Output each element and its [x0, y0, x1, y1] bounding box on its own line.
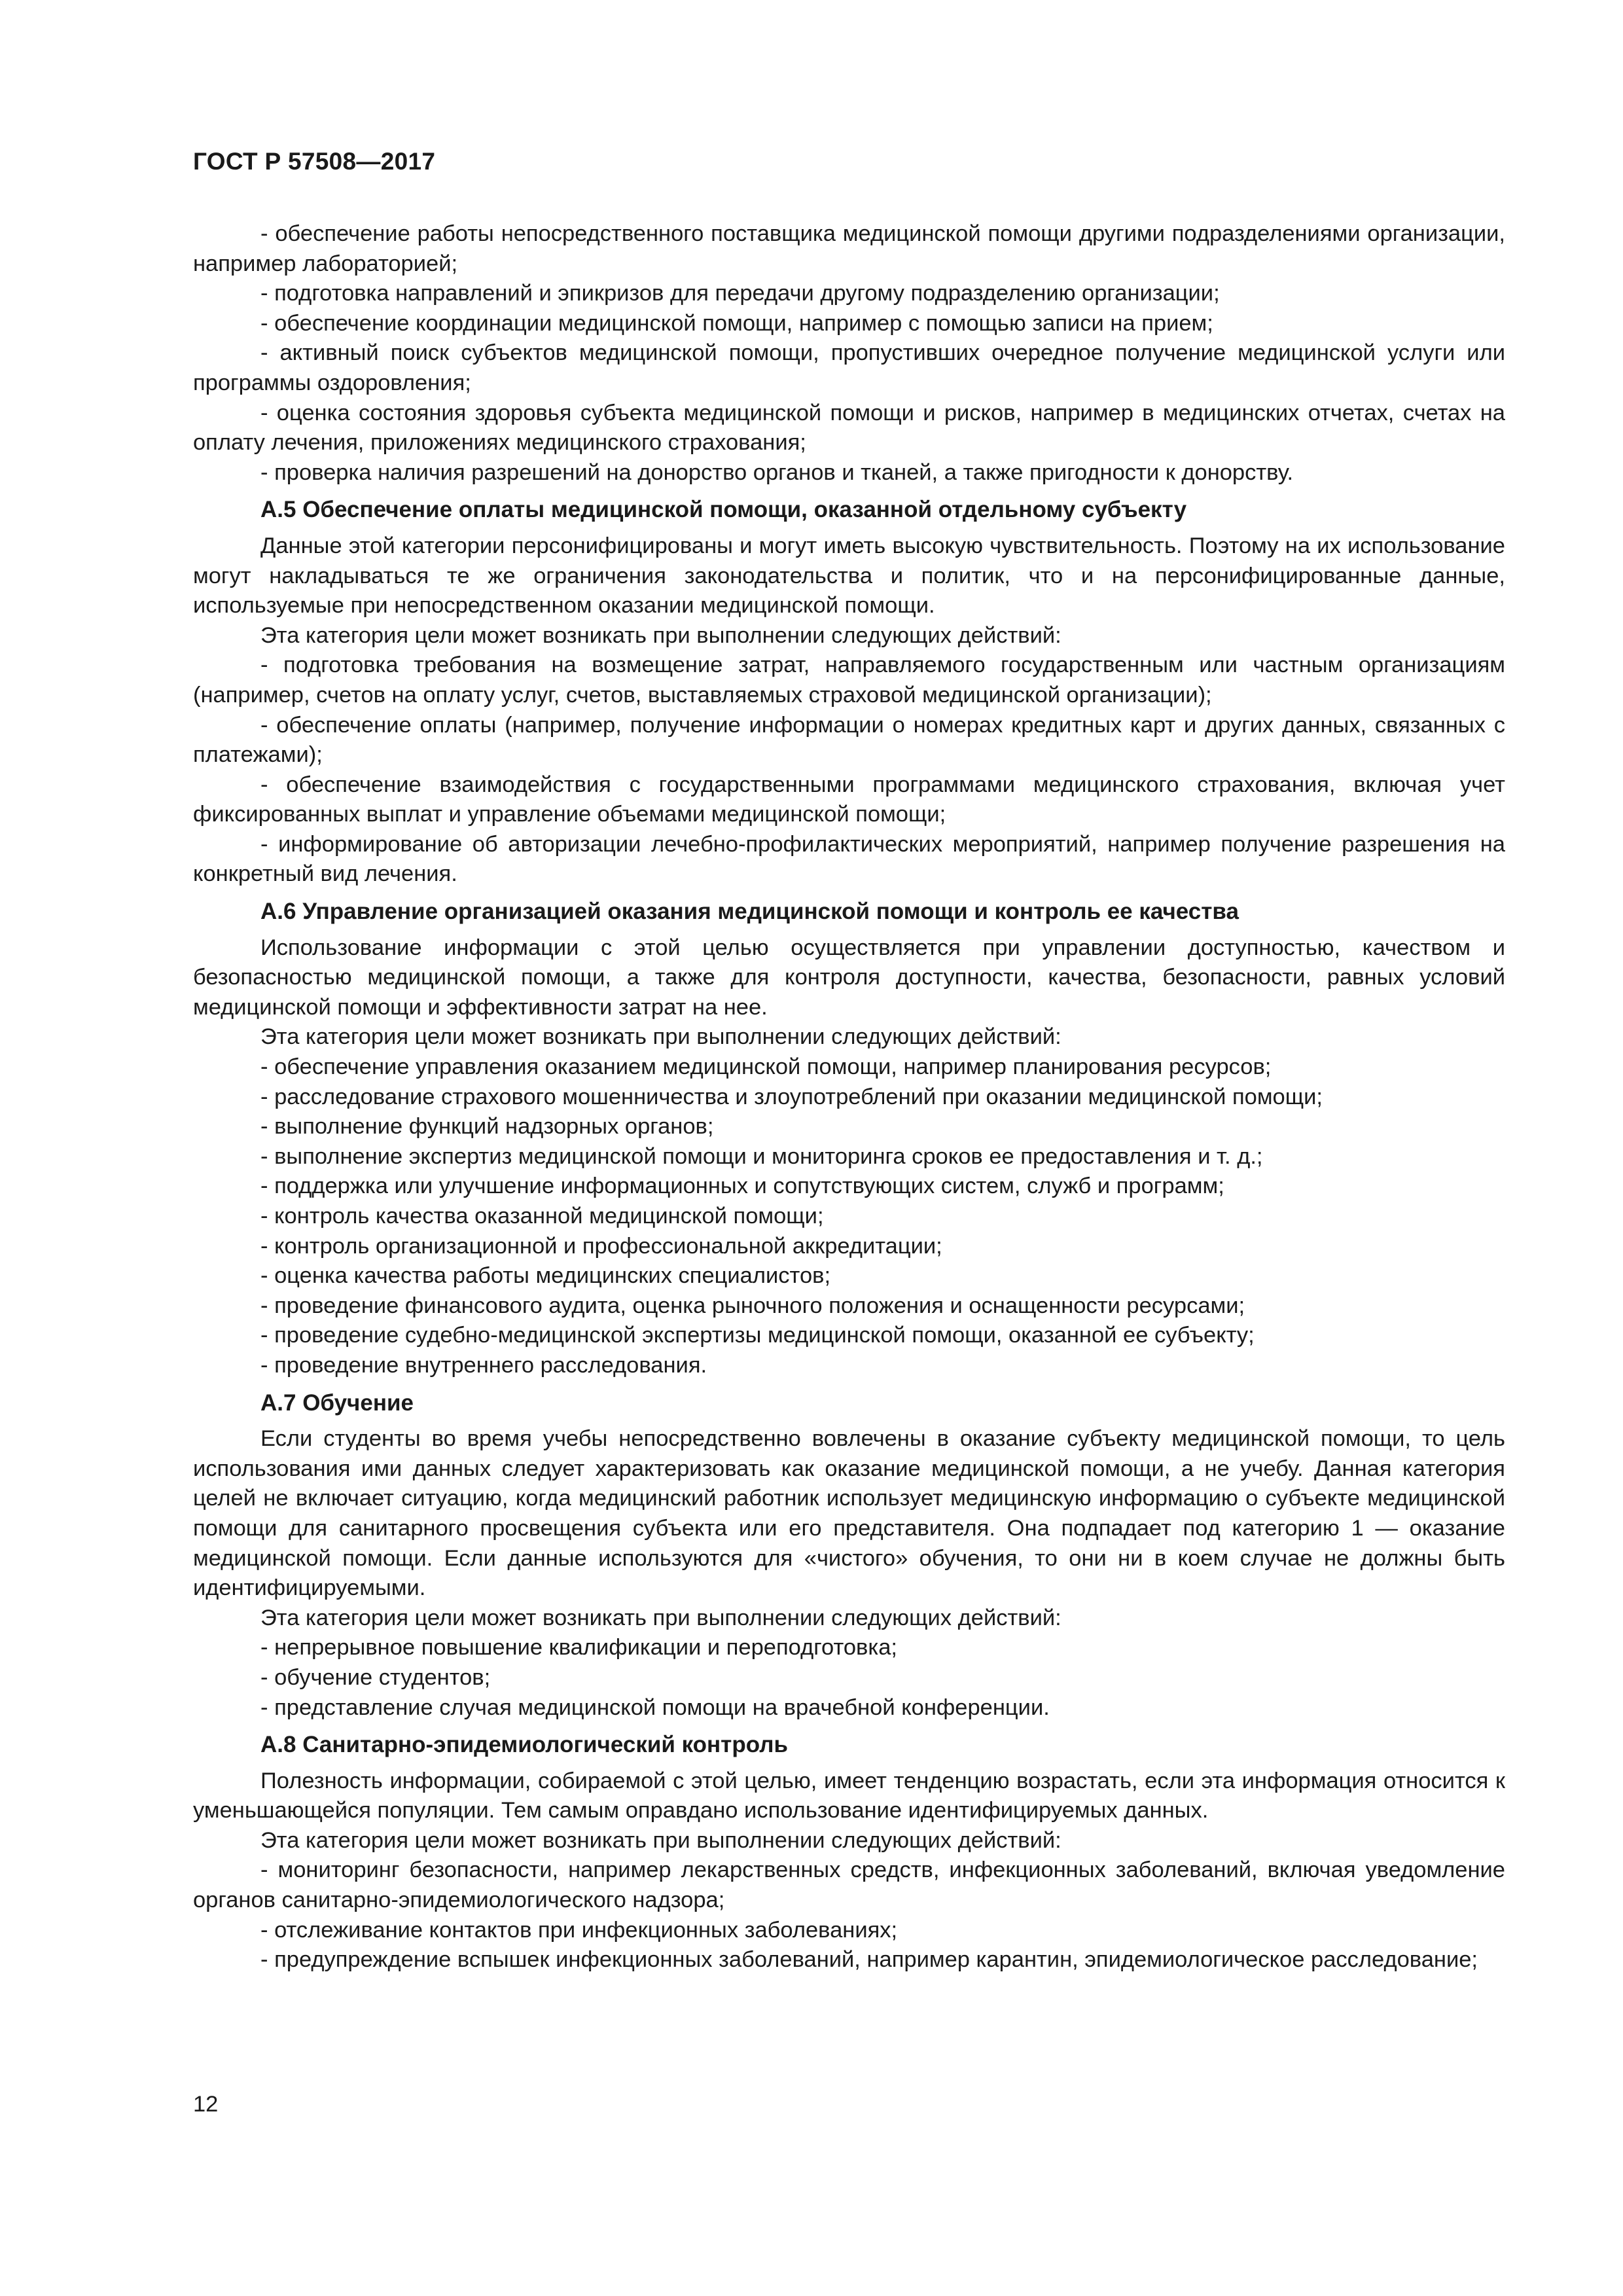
- list-item: - обеспечение оплаты (например, получение информации о номерах кредитных карт и других данных, связанных с платежами);: [193, 712, 1505, 768]
- list-item: - контроль качества оказанной медицинской помощи;: [260, 1204, 824, 1229]
- paragraph: Полезность информации, собираемой с этой целью, имеет тенденцию возрастать, если эта информация относится к уменьшающейся популяции. Тем самым оправдано использование идентифицируемых данных.: [193, 1768, 1505, 1823]
- paragraph: Эта категория цели может возникать при выполнении следующих действий:: [260, 1605, 1061, 1630]
- section-heading-a5: А.5 Обеспечение оплаты медицинской помощи, оказанной отдельному субъекту: [260, 497, 1187, 523]
- list-item: - подготовка направлений и эпикризов для передачи другому подразделению организации;: [260, 281, 1220, 306]
- list-item: - подготовка требования на возмещение затрат, направляемого государственным или частным организациям (например, счетов на оплату услуг, счетов, выставляемых страховой медицинской организации);: [193, 653, 1505, 708]
- list-item: - проведение финансового аудита, оценка рыночного положения и оснащенности ресурсами;: [260, 1293, 1245, 1318]
- document-header-title: ГОСТ Р 57508—2017: [193, 148, 436, 175]
- list-item: - представление случая медицинской помощи на врачебной конференции.: [260, 1695, 1050, 1720]
- paragraph: Эта категория цели может возникать при выполнении следующих действий:: [260, 622, 1061, 648]
- list-item: - оценка состояния здоровья субъекта медицинской помощи и рисков, например в медицинских отчетах, счетах на оплату лечения, приложениях медицинского страхования;: [193, 400, 1505, 456]
- list-item: - контроль организационной и профессиональной аккредитации;: [260, 1233, 942, 1259]
- list-item: - проведение судебно-медицинской экспертизы медицинской помощи, оказанной ее субъекту;: [260, 1323, 1255, 1348]
- list-item: - активный поиск субъектов медицинской помощи, пропустивших очередное получение медицинской услуги или программы оздоровления;: [193, 340, 1505, 395]
- page-number: 12: [193, 2092, 219, 2117]
- section-heading-a6: А.6 Управление организацией оказания медицинской помощи и контроль ее качества: [260, 899, 1239, 925]
- list-item: - расследование страхового мошенничества и злоупотреблений при оказании медицинской помощи;: [260, 1084, 1323, 1109]
- list-item: - непрерывное повышение квалификации и переподготовка;: [260, 1635, 898, 1660]
- paragraph: Эта категория цели может возникать при выполнении следующих действий:: [260, 1827, 1061, 1853]
- list-item: - обеспечение работы непосредственного поставщика медицинской помощи другими подразделениями организации, например лабораторией;: [193, 221, 1505, 276]
- list-item: - выполнение экспертиз медицинской помощи и мониторинга сроков ее предоставления и т. д.;: [260, 1143, 1263, 1169]
- list-item: - поддержка или улучшение информационных и сопутствующих систем, служб и программ;: [260, 1174, 1224, 1199]
- document-body: [193, 219, 1505, 1975]
- list-item: - обучение студентов;: [260, 1664, 491, 1690]
- list-item: - обеспечение координации медицинской помощи, например с помощью записи на прием;: [260, 310, 1213, 336]
- list-item: - оценка качества работы медицинских специалистов;: [260, 1263, 831, 1289]
- list-item: - мониторинг безопасности, например лекарственных средств, инфекционных заболеваний, включая уведомление органов санитарно-эпидемиологического надзора;: [193, 1857, 1505, 1913]
- list-item: - проверка наличия разрешений на донорство органов и тканей, а также пригодности к донорству.: [260, 459, 1294, 485]
- section-heading-a8: А.8 Санитарно-эпидемиологический контроль: [260, 1732, 788, 1758]
- paragraph: Данные этой категории персонифицированы и могут иметь высокую чувствительность. Поэтому на их использование могут накладываться те же ограничения законодательства и политик, что и на персонифицированные данные, используемые при непосредственном оказании медицинской помощи.: [193, 533, 1505, 619]
- list-item: - обеспечение управления оказанием медицинской помощи, например планирования ресурсов;: [260, 1054, 1272, 1080]
- section-heading-a7: А.7 Обучение: [260, 1390, 414, 1416]
- list-item: - обеспечение взаимодействия с государственными программами медицинского страхования, включая учет фиксированных выплат и управление объемами медицинской помощи;: [193, 772, 1505, 827]
- list-item: - выполнение функций надзорных органов;: [260, 1114, 714, 1139]
- list-item: - предупреждение вспышек инфекционных заболеваний, например карантин, эпидемиологическое расследование;: [260, 1947, 1478, 1973]
- paragraph: Если студенты во время учебы непосредственно вовлечены в оказание субъекту медицинской помощи, то цель использования ими данных следует характеризовать как оказание медицинской помощи, а не учебу. Данная категория целей не включает ситуацию, когда медицинский работник использует медицинскую информацию о субъекте медицинской помощи для санитарного просвещения субъекта или его представителя. Она подпадает под категорию 1 — оказание медицинской помощи. Если данные используются для «чистого» обучения, то они ни в коем случае не должны быть идентифицируемыми.: [193, 1426, 1505, 1601]
- list-item: - проведение внутреннего расследования.: [260, 1352, 707, 1378]
- paragraph: Использование информации с этой целью осуществляется при управлении доступностью, качеством и безопасностью медицинской помощи, а также для контроля доступности, качества, безопасности, равных условий медицинской помощи и эффективности затрат на нее.: [193, 935, 1505, 1020]
- list-item: - информирование об авторизации лечебно-профилактических мероприятий, например получение разрешения на конкретный вид лечения.: [193, 831, 1505, 887]
- paragraph: Эта категория цели может возникать при выполнении следующих действий:: [260, 1024, 1061, 1050]
- list-item: - отслеживание контактов при инфекционных заболеваниях;: [260, 1917, 898, 1943]
